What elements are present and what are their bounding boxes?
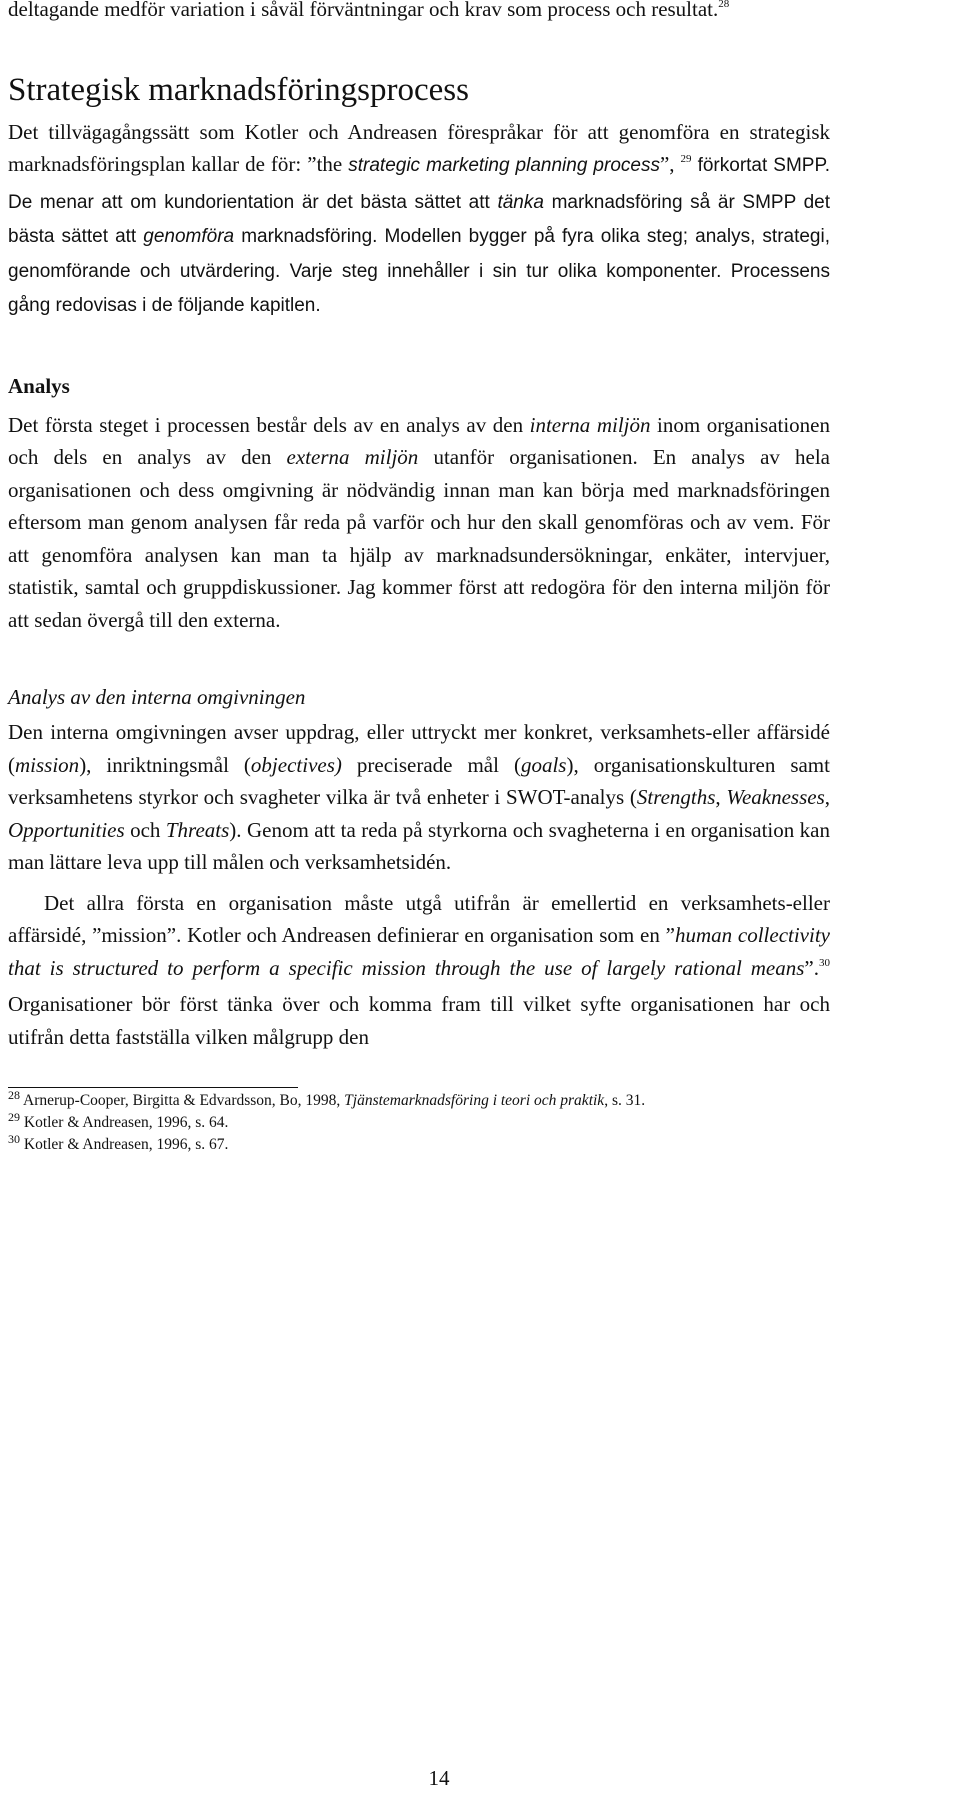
paragraph-smpp: Det tillvägagångssätt som Kotler och Andreasen förespråkar för att genomföra en strategisk marknadsföringsplan kallar de för: ”the strategic marketing planning process”, $^{29}$ förkortat SMPP. De menar att om kundorientation är det bästa sättet att tänka marknadsföring så är SMPP det bästa sättet att genomföra marknadsföring. Modellen bygger på fyra olika steg; analys, strategi, genomförande och utvärdering. Varje steg innehåller i sin tur olika komponenter. Processens gång redovisas i de följande kapitlen.	[8, 119, 830, 316]
footnote-divider	[8, 1087, 298, 1088]
footnote-28: $^{28}$ Arnerup-Cooper, Birgitta & Edvardsson, Bo, 1998, Tjänstemarknadsföring i teori och praktik, s. 31.	[8, 1088, 646, 1109]
top-paragraph: deltagande medför variation i såväl förväntningar och krav som process och resultat.$^{28}$	[8, 0, 730, 21]
smpp-term: strategic marketing planning process	[348, 155, 660, 176]
footnotes	[8, 1090, 830, 1156]
footnote-29: $^{29}$ Kotler & Andreasen, 1996, s. 64.	[8, 1110, 229, 1131]
paragraph-internal-1: Den interna omgivningen avser uppdrag, eller uttryckt mer konkret, verksamhets-eller affärsidé (mission), inriktningsmål (objectives) preciserade mål (goals), organisationskulturen samt verksamhetens styrkor och svagheter vilka är två enheter i SWOT-analys (Strengths, Weaknesses, Opportunities och Threats). Genom att ta reda på styrkorna och svagheterna i en organisation kan man lättare leva upp till målen och verksamhetsidén.	[8, 720, 830, 874]
footnote-30: $^{30}$ Kotler & Andreasen, 1996, s. 67.	[8, 1132, 229, 1153]
footnote-ref-29: 29	[680, 153, 692, 165]
paragraph-internal-2: Det allra första en organisation måste utgå utifrån är emellertid en verksamhets-eller affärsidé, ”mission”. Kotler och Andreasen definierar en organisation som en ”human collectivity that is structured to perform a specific mission through the use of largely rational means”.$^{30}$ Organisationer bör först tänka över och komma fram till vilket syfte organisationen har och utifrån detta fastställa vilken målgrupp den	[8, 890, 830, 1049]
footnote-ref-30: 30	[819, 956, 830, 969]
page-number: 14	[428, 1766, 450, 1790]
heading-internal-environment: Analys av den interna omgivningen	[8, 685, 306, 709]
heading-strategic-process: Strategisk marknadsföringsprocess	[8, 71, 469, 108]
paragraph-analys: Det första steget i processen består dels av en analys av den interna miljön inom organisationen och dels en analys av den externa miljön utanför organisationen. En analys av hela organisationen och dess omgivning är nödvändig innan man kan börja med marknadsföringen eftersom man genom analysen får reda på varför och hur den skall genomföras och av vem. För att genomföra analysen kan man ta hjälp av marknadsundersökningar, enkäter, intervjuer, statistik, samtal och gruppdiskussioner. Jag kommer först att redogöra för den interna miljön för att sedan övergå till den externa.	[8, 412, 831, 632]
footnote-ref-28: 28	[718, 0, 730, 10]
document-page	[8, 0, 830, 1156]
heading-analys: Analys	[8, 373, 70, 398]
